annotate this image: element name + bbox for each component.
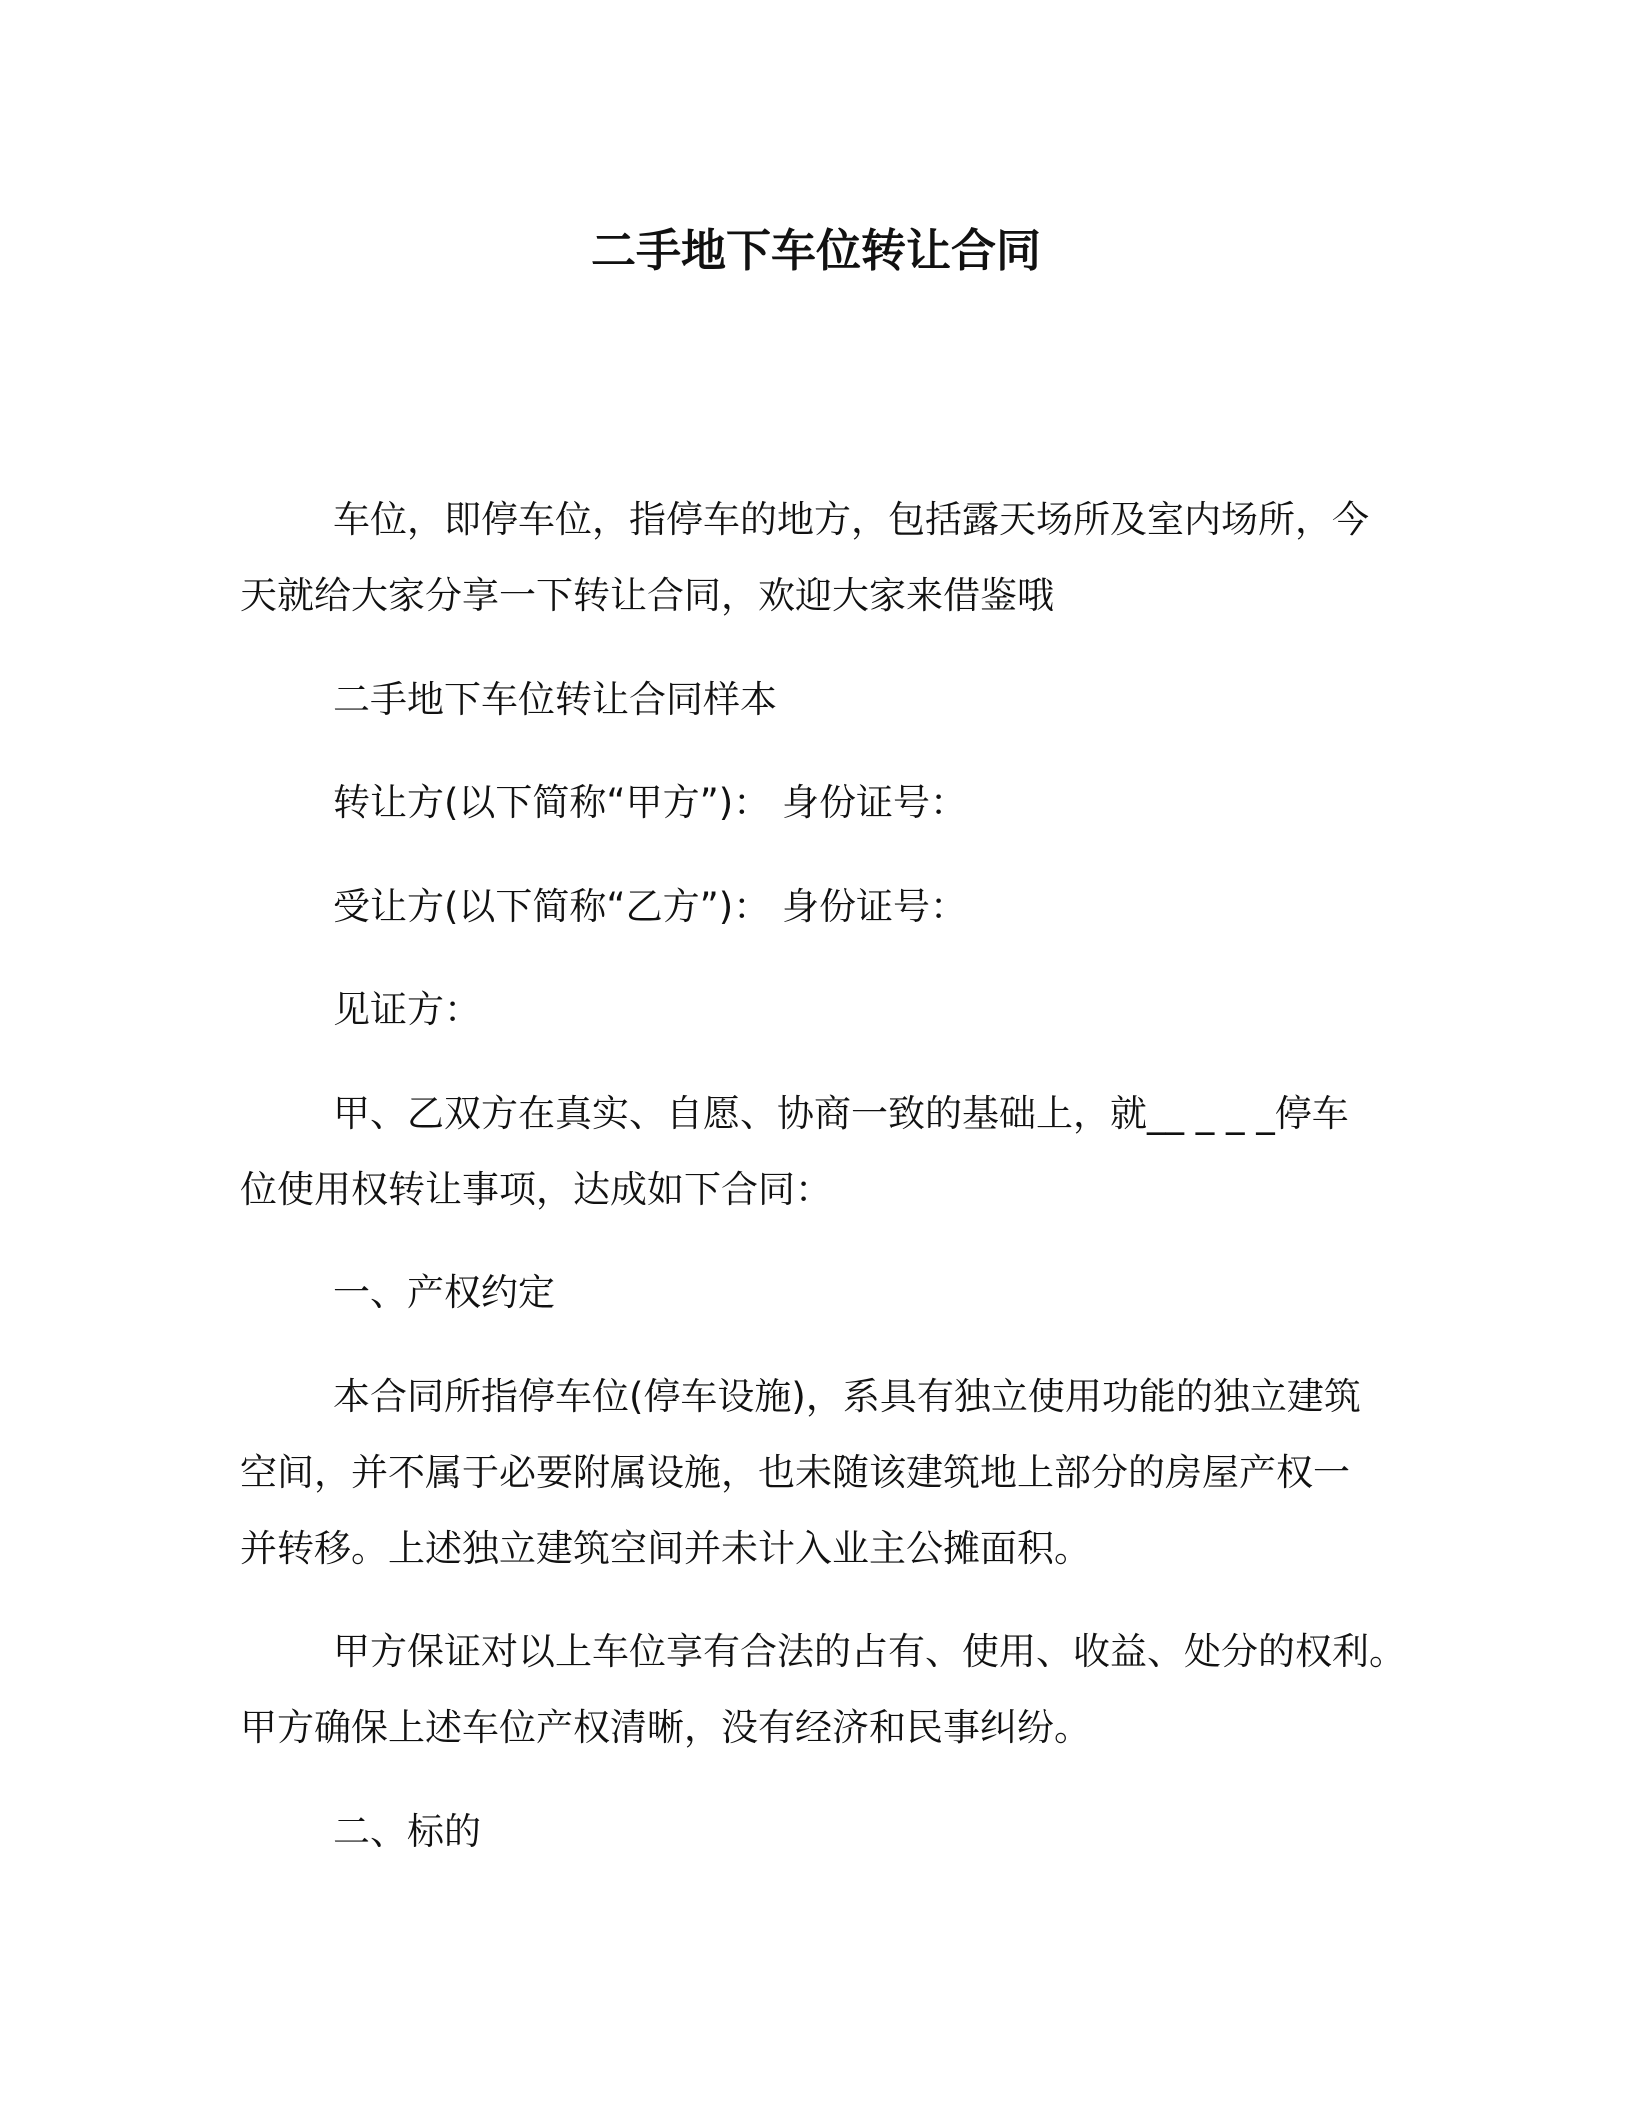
party-a-line [240, 765, 1440, 841]
text-line: 甲方确保上述车位产权清晰，没有经济和民事纠纷。 [240, 1706, 1091, 1749]
document-body [240, 482, 1440, 1897]
text-line: 受让方(以下简称“乙方”)： 身份证号： [333, 884, 967, 928]
text-line: 二手地下车位转让合同样本 [333, 677, 777, 721]
section-heading-ownership [240, 1255, 1440, 1331]
sample-heading [240, 662, 1440, 738]
text-line: 二、标的 [333, 1809, 481, 1853]
document-title: 二手地下车位转让合同 [590, 224, 1041, 277]
guarantee-paragraph [240, 1614, 1440, 1766]
text-line: 转让方(以下简称“甲方”)： 身份证号： [333, 781, 967, 824]
ownership-paragraph [240, 1359, 1440, 1587]
text-line: 天就给大家分享一下转让合同，欢迎大家来借鉴哦 [240, 574, 1054, 617]
section-heading-subject [240, 1794, 1440, 1870]
text-line: 车位，即停车位，指停车的地方，包括露天场所及室内场所，今 [333, 498, 1369, 541]
witness-line [240, 972, 1440, 1048]
text-line: 空间，并不属于必要附属设施，也未随该建筑地上部分的房屋产权一 [240, 1450, 1350, 1494]
text-line: 本合同所指停车位(停车设施)，系具有独立使用功能的独立建筑 [333, 1374, 1361, 1418]
intro-paragraph [240, 482, 1440, 634]
agreement-paragraph [240, 1076, 1440, 1228]
text-line: 一、产权约定 [333, 1271, 555, 1314]
text-line: 甲方保证对以上车位享有合法的占有、使用、收益、处分的权利。 [333, 1630, 1406, 1673]
text-line: 并转移。上述独立建筑空间并未计入业主公摊面积。 [240, 1526, 1091, 1570]
text-line: 位使用权转让事项，达成如下合同： [240, 1167, 832, 1211]
party-b-line [240, 869, 1440, 945]
text-line: 甲、乙双方在真实、自愿、协商一致的基础上，就__ _ _ _停车 [333, 1091, 1349, 1135]
text-line: 见证方： [333, 988, 481, 1031]
